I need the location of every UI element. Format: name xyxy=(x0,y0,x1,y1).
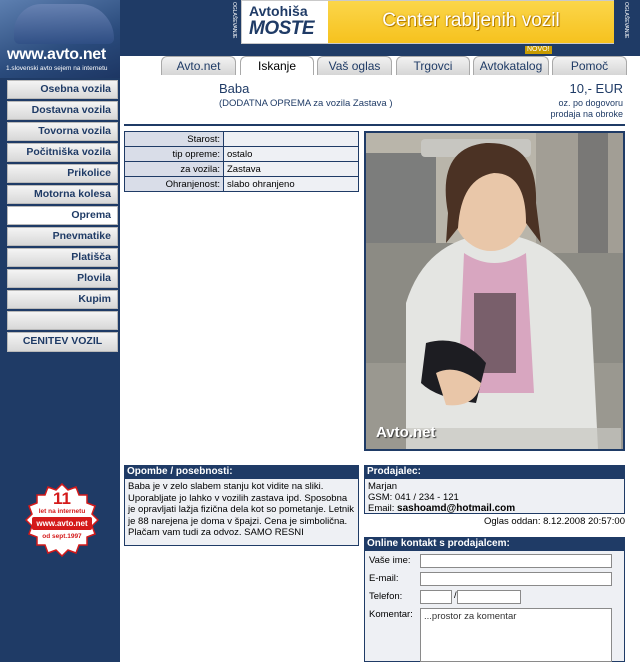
seller-email-row xyxy=(368,503,621,514)
tab-trgovci[interactable]: Trgovci xyxy=(396,56,470,75)
specs-table xyxy=(124,131,359,192)
spec-row xyxy=(125,132,359,147)
contact-email-input[interactable] xyxy=(420,572,612,586)
seller-name: Marjan xyxy=(368,481,398,492)
nav-item-pocitniska-vozila[interactable]: Počitniška vozila xyxy=(7,143,118,162)
nav-item-cenitev-vozil[interactable]: CENITEV VOZIL xyxy=(7,332,118,352)
listing-subtitle: (DODATNA OPREMA za vozila Zastava ) xyxy=(219,98,393,109)
seller-email-label: Email: xyxy=(368,503,395,514)
left-sidebar xyxy=(0,0,120,662)
nav-item-oprema[interactable]: Oprema xyxy=(7,206,118,225)
contact-header: Online kontakt s prodajalcem: xyxy=(364,537,625,551)
nav-spacer xyxy=(7,311,118,330)
photo-image xyxy=(366,133,623,449)
listing-price: 10,- EUR xyxy=(569,81,623,96)
spec-value xyxy=(224,132,359,147)
nav-item-kupim[interactable]: Kupim xyxy=(7,290,118,309)
remarks-header: Opombe / posebnosti: xyxy=(124,465,359,479)
ad-slogan: Center rabljenih vozil xyxy=(382,10,560,31)
seller-gsm-row xyxy=(368,492,621,503)
spec-key: za vozila: xyxy=(125,162,224,177)
listing-title: Baba xyxy=(219,81,250,96)
logo-text: www.avto.net xyxy=(7,46,106,63)
nav-item-osebna-vozila[interactable]: Osebna vozila xyxy=(7,80,118,99)
spec-value: Zastava xyxy=(224,162,359,177)
badge-line-1: let na internetu xyxy=(38,508,86,515)
nav-item-plovila[interactable]: Plovila xyxy=(7,269,118,288)
tab-avtokatalog[interactable]: Avtokatalog xyxy=(473,56,549,75)
spec-key: Ohranjenost: xyxy=(125,177,224,192)
header-divider xyxy=(124,124,625,126)
nav-item-tovorna-vozila[interactable]: Tovorna vozila xyxy=(7,122,118,141)
spec-row xyxy=(125,177,359,192)
nav-item-prikolice[interactable]: Prikolice xyxy=(7,164,118,183)
posted-label: Oglas oddan: xyxy=(483,516,541,527)
remarks-body: Baba je v zelo slabem stanju kot vidite na sliki. Uporabljate jo lahko v vozilih zastava ipd. Sposobna je opravljati lažja fizična dela kot so pometanje. Letnik je 88 narejena je doma v špajzi. Cena je simbolična. Plačam vam tudi za odvoz. SAMO RESNI xyxy=(124,479,359,546)
spec-value: slabo ohranjeno xyxy=(224,177,359,192)
badge-line-3: od sept.1997 xyxy=(42,533,82,540)
ad-brand-line-1: Avtohiša xyxy=(249,3,308,19)
contact-comment-label: Komentar: xyxy=(369,609,413,620)
badge-number: 11 xyxy=(53,489,71,508)
contact-phone-number-input[interactable] xyxy=(457,590,521,604)
new-badge: NOVO! xyxy=(527,46,550,53)
spec-key: tip opreme: xyxy=(125,147,224,162)
nav-item-pnevmatike[interactable]: Pnevmatike xyxy=(7,227,118,246)
tab-iskanje[interactable]: Iskanje xyxy=(240,56,314,76)
spec-key: Starost: xyxy=(125,132,224,147)
nav-item-platisca[interactable]: Platišča xyxy=(7,248,118,267)
listing-photo[interactable] xyxy=(364,131,625,451)
posted-date: 8.12.2008 20:57:00 xyxy=(543,516,625,527)
tab-vas-oglas[interactable]: Vaš oglas xyxy=(317,56,392,75)
spec-row xyxy=(125,147,359,162)
nav-item-dostavna-vozila[interactable]: Dostavna vozila xyxy=(7,101,118,120)
seller-gsm: 041 / 234 - 121 xyxy=(394,492,459,503)
category-nav xyxy=(7,80,118,354)
phone-separator: / xyxy=(454,590,457,601)
anniversary-badge[interactable] xyxy=(25,483,99,557)
banner-ad[interactable] xyxy=(241,0,614,44)
spec-row xyxy=(125,162,359,177)
ad-label-left: OGLAŠEVANJE xyxy=(231,2,237,39)
tab-pomoc[interactable]: Pomoč xyxy=(552,56,627,75)
seller-gsm-label: GSM: xyxy=(368,492,393,503)
contact-phone-label: Telefon: xyxy=(369,591,403,602)
seller-box xyxy=(364,479,625,514)
contact-phone-prefix-input[interactable] xyxy=(420,590,452,604)
posted-date-row xyxy=(420,516,625,527)
ad-label-right: OGLAŠEVANJE xyxy=(623,2,629,39)
spec-value: ostalo xyxy=(224,147,359,162)
logo-car-image xyxy=(14,4,114,44)
ad-slogan-box xyxy=(328,1,614,43)
photo-watermark: Avto.net xyxy=(376,424,436,441)
contact-email-label: E-mail: xyxy=(369,573,399,584)
tab-avto-net[interactable]: Avto.net xyxy=(161,56,236,75)
contact-name-input[interactable] xyxy=(420,554,612,568)
seller-email-link[interactable]: sashoamd@hotmail.com xyxy=(397,503,516,514)
site-logo[interactable] xyxy=(0,0,120,78)
contact-comment-textarea[interactable]: ...prostor za komentar xyxy=(420,608,612,662)
logo-tagline: 1.slovenski avto sejem na internetu xyxy=(6,65,108,72)
contact-form xyxy=(364,551,625,662)
badge-line-2: www.avto.net xyxy=(32,517,92,530)
price-note-negotiable: oz. po dogovoru xyxy=(558,98,623,108)
nav-item-motorna-kolesa[interactable]: Motorna kolesa xyxy=(7,185,118,204)
contact-name-label: Vaše ime: xyxy=(369,555,411,566)
price-note-installments: prodaja na obroke xyxy=(550,109,623,119)
seller-header: Prodajalec: xyxy=(364,465,625,479)
ad-brand-line-2: MOSTE xyxy=(249,18,315,39)
